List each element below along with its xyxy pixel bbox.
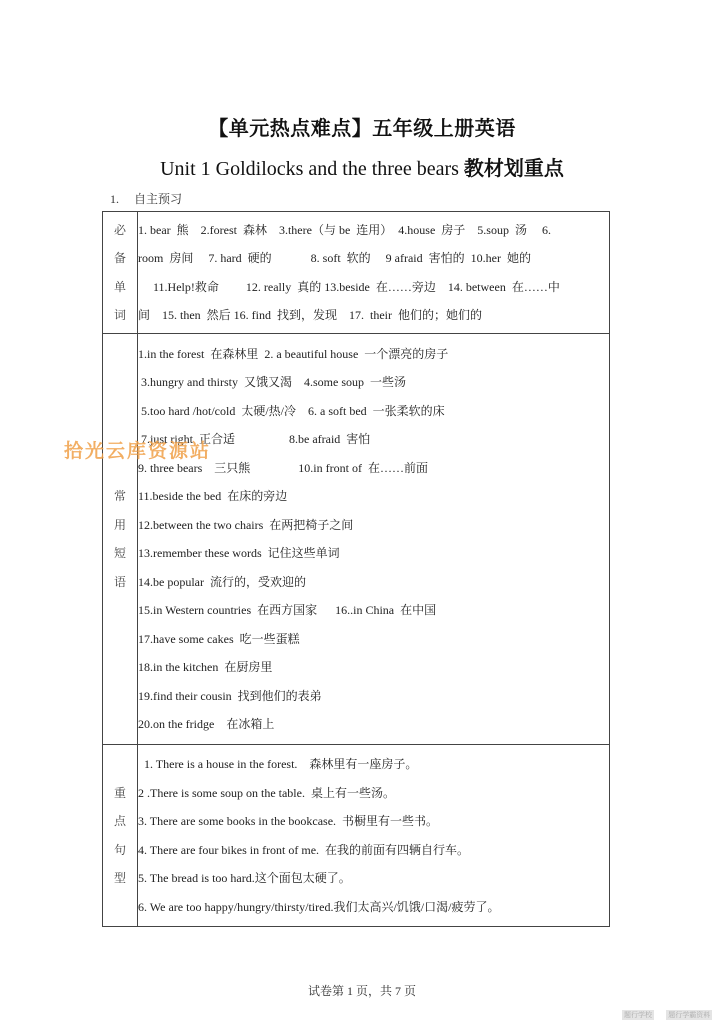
side-char: 词 [113, 308, 126, 322]
section-number: 1. [110, 192, 119, 206]
sentence-line: 5. The bread is too hard.这个面包太硬了。 [138, 871, 351, 885]
side-char: 短 [113, 546, 126, 560]
sentence-line: 6. We are too happy/hungry/thirsty/tired.我们太高兴/饥饿/口渴/疲劳了。 [138, 899, 500, 914]
side-char: 备 [113, 251, 126, 265]
page-footer: 试卷第 1 页，共 7 页 [307, 984, 416, 998]
subtitle-english: Unit 1 Goldilocks and the three bears [160, 158, 464, 180]
side-char: 语 [113, 574, 126, 589]
vocab-row [103, 212, 610, 334]
phrase-line: 12.between the two chairs 在两把椅子之间 [138, 517, 354, 532]
sentence-line: 4. There are four bikes in front of me. 在我的前面有四辆自行车。 [138, 842, 470, 857]
side-char: 用 [113, 517, 126, 532]
vocab-side-label [103, 212, 138, 334]
sentences-row [103, 745, 610, 927]
vocab-line: 间 15. then 然后 16. find 找到，发现 17. their 他们的；她们的 [138, 308, 482, 322]
phrase-line: 7.just right 正合适 8.be afraid 害怕 [138, 432, 371, 446]
vocab-line: room 房间 7. hard 硬的 8. soft 软的 9 afraid 害怕的 10.her 她的 [138, 251, 531, 265]
phrase-line: 14.be popular 流行的，受欢迎的 [138, 574, 306, 589]
section-label: 自主预习 [134, 192, 183, 206]
phrase-line: 13.remember these words 记住这些单词 [138, 546, 340, 560]
study-notes-table [102, 211, 610, 927]
phrase-line: 3.hungry and thirsty 又饿又渴 4.some soup 一些汤 [138, 375, 406, 389]
side-char: 句 [113, 842, 126, 857]
phrase-line: 9. three bears 三只熊 10.in front of 在……前面 [138, 460, 428, 475]
phrases-content [138, 334, 610, 745]
vocab-line: 1. bear 熊 2.forest 森林 3.there（与 be 连用） 4.house 房子 5.soup 汤 6. [138, 222, 551, 237]
phrase-line: 20.on the fridge 在冰箱上 [138, 717, 275, 731]
phrases-side-label [103, 334, 138, 745]
phrase-line: 15.in Western countries 在西方国家 16..in China 在中国 [138, 603, 437, 617]
side-char: 单 [113, 279, 126, 294]
corner-mark: 题行学校 [624, 1011, 652, 1019]
subtitle-chinese: 教材划重点 [463, 158, 564, 180]
phrase-line: 11.beside the bed 在床的旁边 [138, 489, 288, 503]
sentences-content [138, 745, 610, 927]
phrase-line: 17.have some cakes 吃一些蛋糕 [138, 631, 300, 646]
phrase-line: 1.in the forest 在森林里 2. a beautiful house 一个漂亮的房子 [138, 346, 449, 361]
side-char: 必 [113, 222, 126, 237]
phrase-line: 5.too hard /hot/cold 太硬/热/冷 6. a soft bed 一张柔软的床 [138, 403, 445, 418]
side-char: 常 [113, 489, 126, 503]
vocab-content [138, 212, 610, 334]
sentence-line: 1. There is a house in the forest. 森林里有一座房子。 [138, 757, 418, 771]
section-heading [110, 190, 182, 207]
side-char: 重 [113, 785, 126, 800]
sentence-line: 2 .There is some soup on the table. 桌上有一些汤。 [138, 785, 395, 800]
phrase-line: 18.in the kitchen 在厨房里 [138, 660, 273, 674]
vocab-line: 11.Help!救命 12. really 真的 13.beside 在……旁边 14. between 在……中 [138, 279, 560, 294]
sentence-line: 3. There are some books in the bookcase. 书橱里有一些书。 [138, 814, 439, 828]
page-subtitle [0, 152, 724, 181]
phrase-line: 19.find their cousin 找到他们的表弟 [138, 688, 322, 703]
side-char: 点 [113, 814, 126, 828]
page-title-chinese: 【单元热点难点】五年级上册英语 [208, 118, 516, 140]
sentences-side-label [103, 745, 138, 927]
corner-mark: 题行学霸资料 [668, 1011, 711, 1019]
side-char: 型 [113, 871, 126, 885]
phrases-row [103, 334, 610, 745]
corner-marks [622, 1010, 722, 1020]
watermark-text: 拾光云库资源站 [64, 440, 212, 462]
